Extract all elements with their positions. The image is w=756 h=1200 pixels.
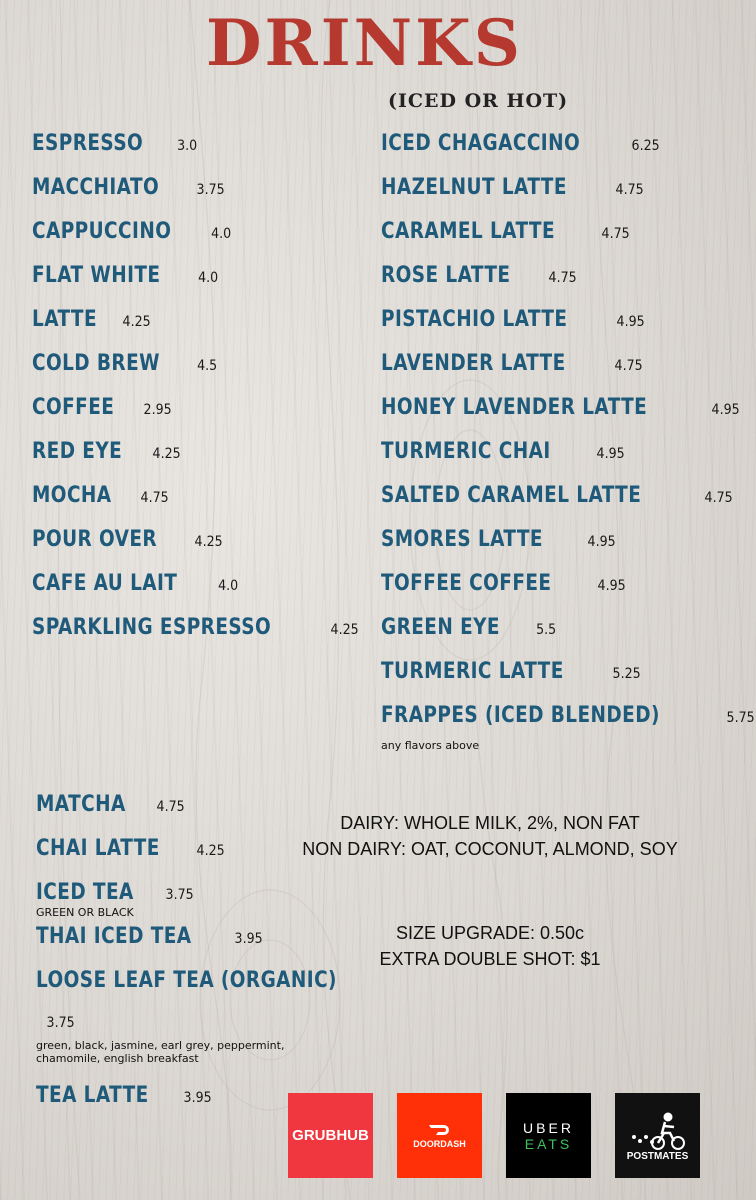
menu-item-espresso	[32, 131, 360, 175]
menu-item-hazelnut-latte	[381, 175, 756, 219]
menu-item-green-eye	[381, 615, 756, 659]
item-price: 3.95	[234, 931, 263, 947]
item-price: 3.75	[196, 182, 225, 198]
item-name: ESPRESSO	[32, 131, 144, 156]
menu-item-loose-leaf-tea	[36, 968, 394, 1012]
item-name: THAI ICED TEA	[36, 924, 192, 949]
item-price: 4.75	[601, 226, 630, 242]
uber-eats-logo[interactable]	[506, 1093, 591, 1178]
postmates-label: POSTMATES	[626, 1151, 689, 1162]
iced-tea-note: GREEN OR BLACK	[36, 906, 134, 919]
menu-item-mocha	[32, 483, 360, 527]
frappe-note: any flavors above	[381, 739, 480, 752]
loose-leaf-price: 3.75	[46, 1015, 75, 1031]
item-price: 4.0	[198, 270, 219, 286]
item-name: POUR OVER	[32, 527, 158, 552]
item-name: COFFEE	[32, 395, 115, 420]
menu-item-pour-over	[32, 527, 360, 571]
menu-item-sparkling-espresso	[32, 615, 360, 659]
menu-item-iced-chagaccino	[381, 131, 756, 175]
item-price: 5.5	[535, 622, 556, 638]
item-name: LATTE	[32, 307, 98, 332]
item-price: 4.25	[122, 314, 152, 330]
menu-item-cold-brew	[32, 351, 360, 395]
menu-item-smores-latte	[381, 527, 756, 571]
doordash-icon	[427, 1123, 453, 1137]
item-price: 3.75	[165, 887, 194, 903]
item-price: 4.25	[196, 843, 225, 859]
item-name: TOFFEE COFFEE	[381, 571, 552, 596]
item-price: 4.25	[194, 534, 223, 550]
item-name: TURMERIC LATTE	[381, 659, 564, 684]
item-name: MACCHIATO	[32, 175, 160, 200]
menu-item-salted-caramel-latte	[381, 483, 756, 527]
item-price: 4.95	[596, 446, 625, 462]
item-name: TURMERIC CHAI	[381, 439, 551, 464]
menu-item-toffee-coffee	[381, 571, 756, 615]
menu-item-coffee	[32, 395, 360, 439]
dairy-options: DAIRY: WHOLE MILK, 2%, NON FAT	[340, 813, 640, 833]
extra-shot: EXTRA DOUBLE SHOT: $1	[379, 949, 601, 969]
item-name: CHAI LATTE	[36, 836, 160, 861]
non-dairy-options: NON DAIRY: OAT, COCONUT, ALMOND, SOY	[302, 839, 678, 859]
menu-title: DRINKS	[206, 6, 523, 81]
item-name: FRAPPES (ICED BLENDED)	[381, 703, 660, 728]
item-name: SPARKLING ESPRESSO	[32, 615, 272, 640]
doordash-logo[interactable]	[397, 1093, 482, 1178]
item-price: 4.75	[704, 490, 733, 506]
item-price: 4.25	[330, 622, 359, 638]
item-name: GREEN EYE	[381, 615, 500, 640]
item-price: 5.25	[612, 666, 641, 682]
upgrade-options	[300, 920, 680, 972]
postmates-logo[interactable]	[615, 1093, 700, 1178]
item-price: 4.25	[152, 446, 182, 462]
menu-item-red-eye	[32, 439, 360, 483]
item-name: SALTED CARAMEL LATTE	[381, 483, 642, 508]
menu-item-pistachio-latte	[381, 307, 756, 351]
uber-label: UBER	[523, 1119, 574, 1136]
item-price: 4.75	[615, 182, 644, 198]
item-price: 4.75	[548, 270, 577, 286]
grubhub-label: GRUBHUB	[292, 1127, 369, 1144]
item-name: TEA LATTE	[36, 1083, 149, 1108]
menu-item-rose-latte	[381, 263, 756, 307]
item-name: ROSE LATTE	[381, 263, 511, 288]
menu-item-turmeric-chai	[381, 439, 756, 483]
item-name: CAFE AU LAIT	[32, 571, 178, 596]
item-name: ICED CHAGACCINO	[381, 131, 581, 156]
item-name: CAPPUCCINO	[32, 219, 172, 244]
eats-label: EATS	[524, 1135, 573, 1152]
item-price: 4.0	[210, 226, 232, 242]
item-name: HAZELNUT LATTE	[381, 175, 567, 200]
size-upgrade: SIZE UPGRADE: 0.50c	[395, 923, 585, 943]
menu-subtitle: (ICED OR HOT)	[388, 90, 569, 112]
item-price: 4.0	[218, 578, 239, 594]
grubhub-logo[interactable]	[288, 1093, 373, 1178]
item-name: COLD BREW	[32, 351, 160, 376]
item-name: SMORES LATTE	[381, 527, 543, 552]
item-price: 4.5	[197, 358, 218, 374]
loose-leaf-note: green, black, jasmine, earl grey, peppermint, chamomile, english breakfast	[36, 1039, 285, 1065]
item-price: 4.95	[597, 578, 626, 594]
item-name: FLAT WHITE	[32, 263, 161, 288]
item-price: 4.75	[614, 358, 643, 374]
menu-item-caramel-latte	[381, 219, 756, 263]
item-price: 3.95	[183, 1090, 212, 1106]
menu-item-cafe-au-lait	[32, 571, 360, 615]
item-price: 5.75	[726, 710, 755, 726]
doordash-label: DOORDASH	[413, 1138, 466, 1149]
menu-item-turmeric-latte	[381, 659, 756, 703]
menu-item-macchiato	[32, 175, 360, 219]
item-name: PISTACHIO LATTE	[381, 307, 568, 332]
menu-item-lavender-latte	[381, 351, 756, 395]
menu-item-latte	[32, 307, 360, 351]
item-price: 4.75	[140, 490, 169, 506]
milk-options	[265, 810, 715, 862]
right-menu-column	[381, 131, 756, 752]
item-name: MOCHA	[32, 483, 112, 508]
menu-item-cappuccino	[32, 219, 360, 263]
item-price: 4.95	[711, 402, 740, 418]
item-price: 4.95	[616, 314, 645, 330]
item-name: ICED TEA	[36, 880, 134, 905]
item-name: RED EYE	[32, 439, 123, 464]
menu-item-flat-white	[32, 263, 360, 307]
item-price: 6.25	[631, 138, 660, 154]
item-price: 3.0	[177, 138, 198, 154]
item-name: MATCHA	[36, 792, 126, 817]
item-name: LAVENDER LATTE	[381, 351, 566, 376]
item-name: CARAMEL LATTE	[381, 219, 555, 244]
item-price: 4.75	[156, 799, 185, 815]
item-name: HONEY LAVENDER LATTE	[381, 395, 648, 420]
left-menu-column	[32, 131, 360, 659]
menu-item-honey-lavender-latte	[381, 395, 756, 439]
item-name: LOOSE LEAF TEA (ORGANIC)	[36, 968, 337, 993]
item-price: 2.95	[143, 402, 172, 418]
postmates-courier-icon	[628, 1109, 688, 1151]
item-price: 4.95	[587, 534, 616, 550]
